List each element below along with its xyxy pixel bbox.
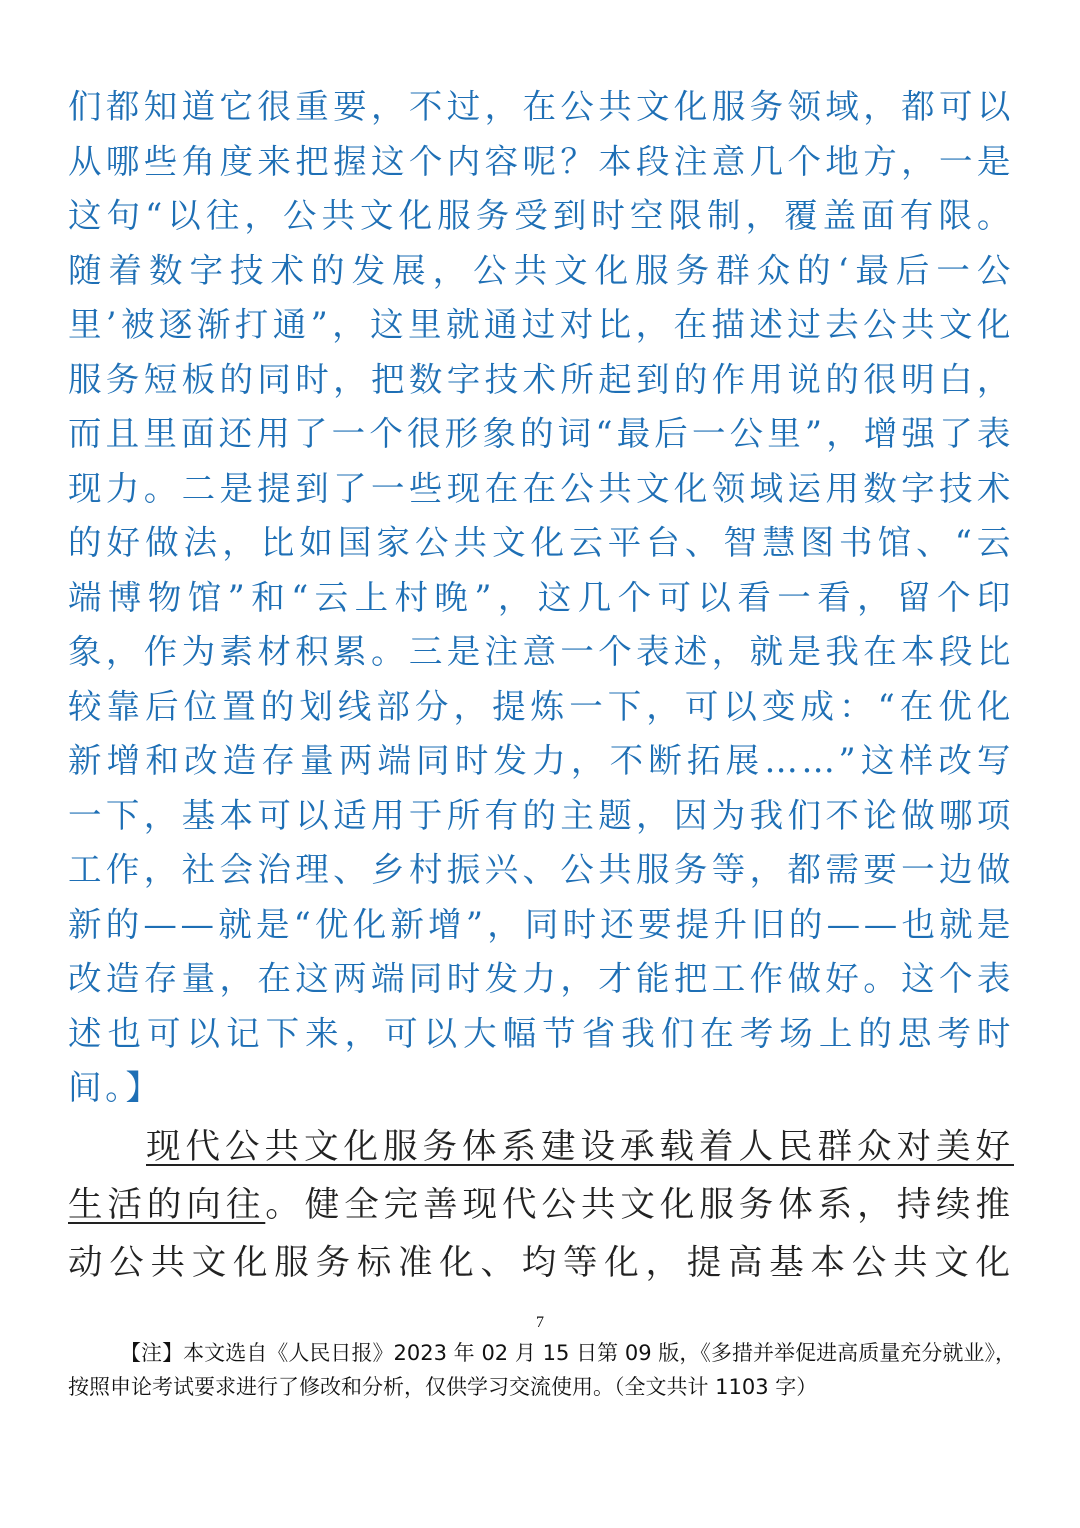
- analysis-paragraph: 们都知道它很重要，不过，在公共文化服务领域，都可以从哪些角度来把握这个内容呢？本段注意几个地方，一是这句“以往，公共文化服务受到时空限制，覆盖面有限。随着数字技术的发展，公共文化服务群众的‘最后一公里’被逐渐打通”，这里就通过对比，在描述过去公共文化服务短板的同时，把数字技术所起到的作用说的很明白，而且里面还用了一个很形象的词“最后一公里”，增强了表现力。二是提到了一些现在在公共文化领域运用数字技术的好做法，比如国家公共文化云平台、智慧图书馆、“云端博物馆”和“云上村晚”，这几个可以看一看，留个印象，作为素材积累。三是注意一个表述，就是我在本段比较靠后位置的划线部分，提炼一下，可以变成：“在优化新增和改造存量两端同时发力，不断拓展……”这样改写一下，基本可以适用于所有的主题，因为我们不论做哪项工作，社会治理、乡村振兴、公共服务等，都需要一边做新的——就是“优化新增”，同时还要提升旧的——也就是改造存量，在这两端同时发力，才能把工作做好。这个表述也可以记下来，可以大幅节省我们在考场上的思考时间。】: [68, 87, 1014, 1107]
- footnote: 【注】本文选自《人民日报》2023 年 02 月 15 日第 09 版，《多措并举促进高质量充分就业》，按照申论考试要求进行了修改和分析，仅供学习交流使用。（全文共计 1103 字）: [68, 1341, 1016, 1399]
- body-paragraph: [68, 1118, 1014, 1292]
- underlined-sentence: 现代公共文化服务体系建设承载着人民群众对美好生活的向往: [68, 1127, 1014, 1225]
- page-number: 7: [536, 1314, 544, 1331]
- body-paragraph-rest: 。健全完善现代公共文化服务体系，持续推动公共文化服务标准化、均等化，提高基本公共文化: [68, 1185, 1015, 1283]
